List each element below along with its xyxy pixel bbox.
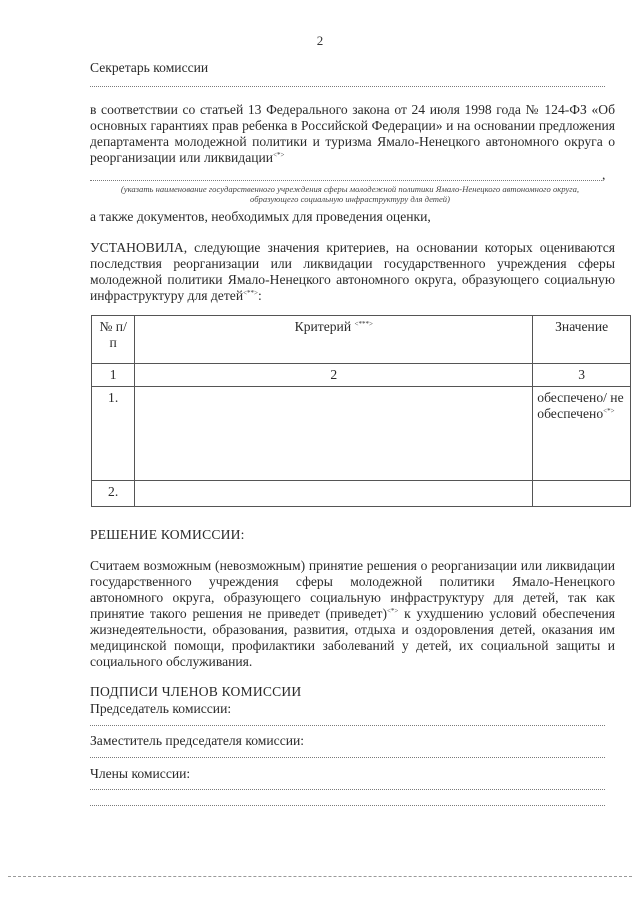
member-signature-line (90, 789, 605, 790)
institution-note: (указать наименование государственного учреждения сферы молодежной политики Ямало-Ненецкого автономного округа, образующего социальную инфраструктуру для детей) (120, 184, 580, 204)
established-text: УСТАНОВИЛА, следующие значения критериев, на основании которых оцениваются последствия реорганизации или ликвидации государственного учреждения сферы молодежной политики Ямало-Ненецкого автономного округа, образующего социальную инфраструктуру для детей (90, 240, 615, 303)
row-value (533, 481, 631, 507)
row-value-text: обеспечено/ не обеспечено (537, 390, 624, 421)
chairman-label: Председатель комиссии: (90, 701, 232, 716)
decision-paragraph (90, 558, 615, 670)
header-criterion-text: Критерий (294, 319, 352, 334)
secretary-label: Секретарь комиссии (90, 60, 209, 75)
row-number: 1. (92, 387, 135, 481)
row-number: 2. (92, 481, 135, 507)
table-row (92, 481, 631, 507)
criteria-table (91, 315, 631, 507)
established-end: : (258, 288, 262, 303)
numbering-cell: 2 (135, 364, 533, 387)
established-paragraph (90, 240, 615, 304)
deputy-label: Заместитель председателя комиссии: (90, 733, 305, 748)
footnote-mark: <*> (273, 151, 285, 159)
secretary-signature-line (90, 86, 605, 87)
decision-heading: РЕШЕНИЕ КОМИССИИ: (90, 527, 245, 542)
footnote-mark: <***> (354, 320, 373, 328)
members-label: Члены комиссии: (90, 766, 191, 781)
member-signature-line (90, 805, 605, 806)
page-number: 2 (316, 33, 324, 48)
institution-name-line (90, 180, 602, 181)
documents-line: а также документов, необходимых для проведения оценки, (90, 209, 431, 224)
signatures-heading: ПОДПИСИ ЧЛЕНОВ КОМИССИИ (90, 684, 302, 699)
scan-edge-line (8, 876, 632, 877)
basis-text: в соответствии со статьей 13 Федерального закона от 24 июля 1998 года № 124-ФЗ «Об основных гарантиях прав ребенка в Российской Федерации» и на основании предложения департамента молодежной политики и туризма Ямало-Ненецкого автономного округа о реорганизации или ликвидации (90, 102, 615, 165)
basis-line-end: , (602, 167, 606, 182)
footnote-mark: <*> (386, 607, 399, 615)
header-value: Значение (533, 316, 631, 364)
footnote-mark: <*> (603, 407, 615, 415)
basis-paragraph (90, 102, 615, 166)
numbering-cell: 1 (92, 364, 135, 387)
row-criterion (135, 481, 533, 507)
deputy-signature-line (90, 757, 605, 758)
table-header-row (92, 316, 631, 364)
header-criterion (135, 316, 533, 364)
header-number: № п/п (92, 316, 135, 364)
row-criterion (135, 387, 533, 481)
table-numbering-row (92, 364, 631, 387)
footnote-mark: <**> (243, 289, 258, 297)
chairman-signature-line (90, 725, 605, 726)
numbering-cell: 3 (533, 364, 631, 387)
decision-text-2: к ухудшению условий обеспечения жизнедеятельности, образования, развития, отдыха и оздоровления детей, оказания им медицинской помощи, профилактики заболеваний у детей, их социальной защиты и социального обслуживания. (90, 606, 615, 669)
row-value (533, 387, 631, 481)
decision-text-1: Считаем возможным (невозможным) принятие решения о реорганизации или ликвидации государственного учреждения сферы молодежной политики Ямало-Ненецкого автономного округа, образующего социальную инфраструктуру для детей, так как принятие такого решения не приведет (приведет) (90, 558, 615, 621)
table-row (92, 387, 631, 481)
